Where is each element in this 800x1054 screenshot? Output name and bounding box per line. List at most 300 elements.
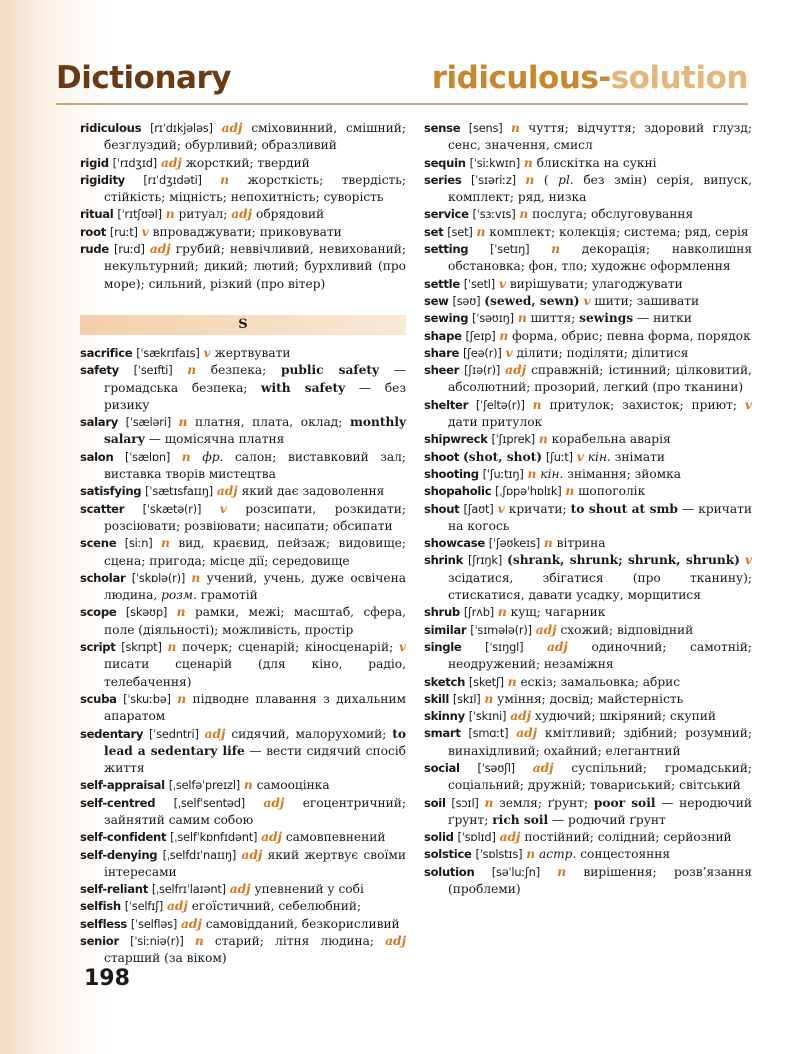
headword: self-denying (80, 847, 158, 862)
example-phrase: to lead a sedentary life (104, 726, 406, 758)
definition: — без ризику (104, 380, 406, 412)
part-of-speech: adj (229, 882, 251, 897)
transcription: [ˈsiːniə(r)] (130, 934, 184, 949)
transcription: [ˈsetl] (463, 276, 495, 291)
transcription: [ˌselfˈkɒnfɪdənt] (170, 830, 258, 845)
usage-label: pl. (558, 172, 574, 187)
part-of-speech: n (519, 207, 529, 222)
part-of-speech: adj (263, 795, 285, 810)
transcription: [sɔɪl] (451, 795, 479, 810)
definition: кущ; чагарник (510, 605, 606, 620)
part-of-speech: n (194, 934, 204, 949)
dictionary-entry (80, 881, 406, 898)
headword: self-confident (80, 830, 167, 845)
part-of-speech: v (497, 501, 505, 516)
headword: shipwreck (424, 432, 488, 447)
definition: кричати; (508, 501, 567, 516)
dictionary-entry (80, 795, 406, 830)
dictionary-entry (424, 206, 752, 223)
definition: старший (за віком) (104, 951, 227, 966)
definition: — нитки (637, 311, 692, 326)
definition: чуття; відчуття; здоровий глузд; сенс, значення, смисл (448, 121, 753, 153)
dictionary-entry (80, 847, 406, 882)
part-of-speech: n (510, 121, 520, 135)
dictionary-entry (424, 829, 752, 846)
part-of-speech: n (565, 484, 575, 499)
dictionary-entry (80, 483, 406, 500)
dictionary-entry (424, 535, 752, 552)
dictionary-entry (80, 120, 406, 155)
definition: постійний; солідний; серйозний (524, 830, 732, 845)
part-of-speech: v (744, 553, 753, 568)
headword: script (80, 640, 116, 655)
part-of-speech: n (497, 605, 507, 620)
part-of-speech: n (525, 172, 535, 187)
part-of-speech: n (476, 224, 486, 239)
definition: одиночний; самотній; неодружений; незаміжня (448, 639, 752, 672)
example-phrase: public safety (281, 363, 380, 378)
headword: skinny (424, 709, 465, 724)
dictionary-entry (424, 691, 752, 708)
transcription: [ˈselfləs] (130, 916, 178, 931)
definition: жорсткий; твердий (185, 155, 310, 170)
definition: салон; виставковий зал; виставка творів мистецтва (104, 449, 407, 482)
example-phrase: sewings (579, 311, 634, 326)
part-of-speech: n (543, 536, 553, 551)
part-of-speech: adj (231, 207, 253, 222)
transcription: [ʃrʌb] (463, 605, 494, 620)
transcription: [səʊ] (452, 293, 481, 308)
dictionary-entry (424, 674, 752, 691)
transcription: [ˈʃəʊkeɪs] (488, 536, 541, 551)
transcription: [ˈseɪfti] (133, 363, 173, 378)
dictionary-entry (424, 276, 752, 293)
part-of-speech: n (523, 155, 533, 170)
dictionary-entry (80, 933, 406, 968)
headword: shape (424, 328, 462, 343)
dictionary-entry (80, 639, 406, 691)
part-of-speech: n (161, 536, 170, 551)
dictionary-entry (424, 431, 752, 448)
dictionary-entry (424, 155, 752, 172)
definition: — щомісячна платня (148, 432, 285, 447)
transcription: [ˈskɒlə(r)] (131, 570, 186, 585)
transcription: [siːn] (124, 536, 153, 551)
part-of-speech: adj (516, 726, 538, 741)
definition: шопоголік (578, 484, 646, 499)
definition: земля; ґрунт; (499, 795, 589, 810)
definition: справжній; істинний; цілковитий, абсолютний; прозорий, легкий (про тканини) (448, 363, 753, 395)
example-phrase: poor soil (593, 795, 656, 810)
part-of-speech: adj (535, 622, 557, 637)
headword: set (424, 224, 444, 239)
headword: safety (80, 363, 119, 378)
part-of-speech: v (583, 293, 591, 308)
definition: — родючий ґрунт (551, 812, 666, 827)
dictionary-entry (424, 466, 752, 483)
definition: ділити; поділяти; ділитися (516, 345, 689, 360)
headword: single (424, 639, 462, 654)
headword: skill (424, 691, 450, 706)
definition: егоїстичний, себелюбний; (191, 899, 362, 914)
transcription: [ˈselfɪʃ] (124, 899, 164, 914)
definition: знімання; зйомка (567, 466, 682, 481)
part-of-speech: n (551, 242, 560, 257)
dictionary-entry (424, 846, 752, 863)
dictionary-entry (424, 639, 752, 674)
headword: sense (424, 121, 461, 135)
dictionary-entry (424, 224, 752, 241)
definition: без змін) серія, випуск, комплект; ряд, низка (448, 172, 752, 205)
part-of-speech: n (167, 640, 177, 655)
headword: showcase (424, 536, 485, 551)
definition: шити; зашивати (594, 293, 700, 308)
usage-label: астр. (539, 847, 577, 862)
dictionary-entry (424, 397, 752, 432)
definition: притулок; захисток; приют; (549, 397, 738, 412)
part-of-speech: adj (385, 934, 406, 949)
definition: грубий; неввічливий, невихований; некультурний; дикий; лютий; бурхливий (про море); сильний, різкий (про вітер) (104, 242, 407, 291)
part-of-speech: v (141, 224, 149, 239)
dictionary-entry (424, 501, 752, 536)
transcription: [ˌʃɒpəˈhɒlɪk] (495, 484, 562, 499)
definition: упевнений у собі (254, 882, 364, 897)
transcription: [ʃrɪŋk] (468, 553, 503, 568)
transcription: [ˈskɪni] (468, 709, 507, 724)
part-of-speech: adj (241, 847, 263, 862)
part-of-speech: v (203, 345, 211, 360)
transcription: [skəʊp] (125, 605, 168, 620)
definition: жорсткість; твердість; стійкість; міцність; непохитність; суворість (104, 172, 407, 205)
transcription: [ˈsɒlɪd] (457, 830, 496, 845)
headword: shout (424, 501, 460, 516)
definition: кмітливий; здібний; розумний; винахідливий; охайний; елегантний (448, 726, 753, 758)
verb-forms: (shrank, shrunk; shrunk, shrunk) (507, 553, 740, 568)
headword: self-centred (80, 795, 156, 810)
dictionary-entry (80, 501, 406, 536)
part-of-speech: adj (181, 916, 202, 931)
definition: вирішення; розв’язання (проблеми) (448, 864, 752, 897)
part-of-speech: n (243, 778, 253, 793)
transcription: [set] (447, 224, 473, 239)
definition: комплект; колекція; система; ряд, серія (489, 224, 749, 239)
definition: писати сценарій (для кіно, радіо, телебачення) (104, 657, 406, 689)
definition: почерк; сценарій; кіносценарій; (182, 640, 394, 655)
dictionary-entry (424, 310, 752, 327)
definition: — вести сидячий спосіб життя (104, 743, 407, 776)
transcription: [ˈsedntri] (149, 726, 199, 741)
transcription: [ˌselfˈsentəd] (173, 795, 245, 810)
headword: scatter (80, 501, 125, 516)
range-separator: - (598, 60, 611, 96)
dictionary-entry (424, 552, 752, 604)
transcription: [ruːd] (114, 242, 145, 257)
dictionary-entry (424, 483, 752, 500)
definition: самовідданий, безкорисливий (205, 916, 400, 931)
headword: sheer (424, 363, 460, 378)
headword: scene (80, 536, 117, 551)
section-letter: S (238, 316, 248, 332)
transcription: [ʃɪə(r)] (464, 363, 501, 378)
headword: rigid (80, 155, 109, 170)
part-of-speech: n (484, 691, 494, 706)
part-of-speech: v (219, 501, 227, 516)
headword: sequin (424, 155, 466, 170)
transcription: [ˈsəʊʃl] (477, 760, 515, 775)
headword: self-reliant (80, 882, 148, 897)
definition: шиття; (530, 311, 576, 326)
dictionary-entry (424, 708, 752, 725)
transcription: [rɪˈdʒɪdəti] (143, 172, 202, 187)
transcription: [ˈsɪəriːz] (470, 172, 516, 187)
verb-forms: (sewed, sewn) (484, 293, 580, 308)
definition: уміння; досвід; майстерність (497, 691, 684, 706)
dictionary-entry (424, 622, 752, 639)
transcription: [ˌselfdɪˈnaɪɪŋ] (162, 847, 237, 862)
part-of-speech: v (398, 640, 407, 655)
definition: ( (543, 172, 549, 187)
headword: similar (424, 622, 467, 637)
headword: scholar (80, 570, 126, 585)
transcription: [ˈsɒlstɪs] (475, 847, 523, 862)
dictionary-entry (424, 864, 752, 899)
transcription: [sens] (468, 121, 503, 135)
headword: sketch (424, 674, 466, 689)
definition: який дає задоволення (241, 484, 385, 499)
headword: setting (424, 242, 469, 257)
dictionary-entry (424, 328, 752, 345)
part-of-speech: adj (204, 726, 226, 741)
dictionary-entry (424, 362, 752, 397)
transcription: [ʃuːt] (545, 449, 573, 464)
definition: підводне плавання з дихальним апаратом (104, 691, 407, 724)
dictionary-entry (424, 120, 752, 155)
definition: ритуал; (178, 207, 228, 222)
right-column (424, 120, 752, 898)
dictionary-entry (80, 604, 406, 639)
part-of-speech: n (526, 847, 536, 862)
definition: худючий; шкіряний; скупий (534, 709, 717, 724)
headword: salon (80, 449, 114, 464)
headword: root (80, 224, 106, 239)
part-of-speech: n (557, 864, 567, 879)
dictionary-entry (80, 414, 406, 449)
transcription: [ˈrɪdʒɪd] (112, 155, 158, 170)
definition: старий; літня людина; (214, 934, 374, 949)
example-phrase: rich soil (492, 812, 549, 827)
headword: ritual (80, 207, 114, 222)
page-number: 198 (84, 966, 130, 991)
part-of-speech: n (177, 691, 187, 706)
definition: сонцестояння (580, 847, 671, 862)
definition: схожий; відповідний (560, 622, 694, 637)
example-phrase: monthly salary (104, 415, 407, 447)
part-of-speech: adj (499, 830, 521, 845)
definition: сидячий, малорухомий; (231, 726, 387, 741)
definition: платня, плата, оклад; (195, 415, 343, 430)
part-of-speech: n (507, 674, 517, 689)
entries-s-right (424, 120, 752, 898)
dictionary-entry (80, 829, 406, 846)
definition: знімати (614, 449, 665, 464)
dictionary-entry (424, 241, 752, 276)
dictionary-entry (80, 172, 406, 207)
dictionary-entry (424, 604, 752, 621)
headword: satisfying (80, 484, 142, 499)
transcription: [ˈskuːbə] (123, 691, 171, 706)
part-of-speech: n (165, 207, 175, 222)
headword: smart (424, 726, 461, 741)
headword: selfish (80, 899, 121, 914)
definition: впроваджувати; приковувати (152, 224, 342, 239)
headword: shopaholic (424, 484, 492, 499)
transcription: [ˈsɪŋgl] (485, 639, 524, 654)
dictionary-entry (80, 777, 406, 794)
headword: sewing (424, 311, 469, 326)
left-column (80, 120, 406, 968)
header-word-range (432, 60, 748, 96)
definition: — кричати на когось (448, 501, 752, 533)
part-of-speech: v (744, 397, 753, 412)
headword: self-appraisal (80, 778, 165, 793)
transcription: [ˈsetɪŋ] (490, 242, 530, 257)
headword: settle (424, 276, 460, 291)
definition: корабельна аварія (551, 432, 671, 447)
definition: зсідатися, збігатися (про тканину); стискатися, давати усадку, морщитися (448, 570, 752, 603)
definition: безпека; (210, 363, 267, 378)
definition: який жертвує своїми інтересами (104, 847, 406, 879)
headword: sew (424, 293, 449, 308)
transcription: [ˈʃɪprek] (491, 432, 536, 447)
headword: rigidity (80, 172, 125, 187)
headword: shrink (424, 553, 464, 568)
headword: solstice (424, 847, 472, 862)
verb-forms: (shot, shot) (463, 449, 542, 464)
part-of-speech: n (517, 311, 527, 326)
entries-s-left (80, 345, 406, 968)
part-of-speech: adj (166, 899, 188, 914)
part-of-speech: v (505, 345, 513, 360)
headword: rude (80, 242, 109, 257)
part-of-speech: adj (505, 363, 527, 378)
definition: — громадська безпека; (104, 363, 407, 395)
entries-r (80, 120, 406, 293)
definition: жертвувати (214, 345, 291, 360)
part-of-speech: v (498, 276, 506, 291)
usage-label: фр. (202, 449, 224, 464)
definition: форма, обрис; певна форма, порядок (512, 328, 751, 343)
definition: суспільний; громадський; соціальний; дружній; товариський; світський (448, 760, 753, 793)
definition: вітрина (556, 536, 606, 551)
dictionary-entry (424, 795, 752, 830)
transcription: [ˌselfəˈpreɪzl] (168, 778, 241, 793)
transcription: [ˈʃuːtɪŋ] (482, 466, 524, 481)
dictionary-entry (424, 760, 752, 795)
part-of-speech: n (527, 466, 537, 481)
part-of-speech: v (576, 449, 584, 464)
transcription: [rɪˈdɪkjələs] (150, 121, 213, 135)
dictionary-entry (80, 206, 406, 223)
transcription: [ˌselfrɪˈlaɪənt] (151, 882, 226, 897)
part-of-speech: adj (221, 121, 243, 135)
dictionary-entry (80, 362, 406, 414)
definition: самооцінка (256, 778, 330, 793)
example-phrase: to shout at smb (570, 501, 678, 516)
headword: shooting (424, 466, 479, 481)
part-of-speech: adj (510, 709, 532, 724)
transcription: [ˈʃeltə(r)] (475, 397, 525, 412)
part-of-speech: adj (216, 484, 238, 499)
definition: сміховинний, смішний; безглуздий; обурливий; образливий (104, 121, 406, 153)
dictionary-entry (80, 449, 406, 484)
dictionary-entry (80, 155, 406, 172)
definition: розсипати, розкидати; розсіювати; розвіювати; насипати; обсипати (104, 501, 406, 533)
part-of-speech: n (191, 570, 201, 585)
part-of-speech: n (187, 363, 197, 378)
transcription: [ʃaʊt] (463, 501, 494, 516)
headword: selfless (80, 916, 128, 931)
dictionary-entry (80, 691, 406, 726)
dictionary-entry (424, 345, 752, 362)
transcription: [ˈsəʊɪŋ] (472, 311, 514, 326)
definition: — неродючий ґрунт; (448, 795, 753, 827)
transcription: [sketʃ] (468, 674, 504, 689)
dictionary-entry (80, 570, 406, 605)
transcription: [skrɪpt] (121, 640, 162, 655)
part-of-speech: n (484, 795, 494, 810)
headword: series (424, 172, 462, 187)
headword: scuba (80, 691, 117, 706)
headword: shoot (424, 449, 460, 464)
transcription: [ruːt] (109, 224, 138, 239)
definition: блискітка на сукні (536, 155, 657, 170)
transcription: [ˈsɜːvɪs] (472, 207, 516, 222)
part-of-speech: adj (149, 242, 171, 257)
definition: обрядовий (255, 207, 325, 222)
transcription: [ˈsɪmələ(r)] (470, 622, 532, 637)
part-of-speech: n (220, 172, 230, 187)
dictionary-entry (80, 241, 406, 293)
definition: учений, учень, дуже освічена людина, (104, 570, 407, 603)
headword: social (424, 760, 460, 775)
part-of-speech: adj (160, 155, 182, 170)
range-first-word: ridiculous (431, 60, 599, 96)
transcription: [skɪl] (452, 691, 481, 706)
dictionary-entry (80, 535, 406, 570)
headword: shelter (424, 397, 469, 412)
headword: service (424, 207, 469, 222)
definition: ескіз; замальовка; абрис (520, 674, 681, 689)
definition: рамки, межі; масштаб, сфера, поле (діяльності); можливість, простір (104, 605, 406, 637)
example-phrase: with safety (261, 380, 346, 395)
definition: декорація; навколишня обстановка; фон, тло; художнє оформлення (448, 242, 753, 274)
headword: salary (80, 415, 118, 430)
transcription: [ˈrɪtʃʊəl] (117, 207, 162, 222)
header-rule (56, 103, 748, 105)
dictionary-entry (80, 726, 406, 778)
part-of-speech: adj (261, 830, 282, 845)
transcription: [ʃeɪp] (465, 328, 496, 343)
definition: вид, краєвид, пейзаж; видовище; сцена; пригода; місце дії; середовище (104, 536, 406, 568)
range-last-word: solution (610, 60, 748, 96)
transcription: [ˈsæləri] (125, 415, 171, 430)
part-of-speech: adj (546, 639, 568, 654)
transcription: [səˈluːʃn] (491, 864, 540, 879)
part-of-speech: n (176, 605, 186, 620)
dictionary-entry (80, 345, 406, 362)
headword: sacrifice (80, 345, 133, 360)
headword: share (424, 345, 460, 360)
